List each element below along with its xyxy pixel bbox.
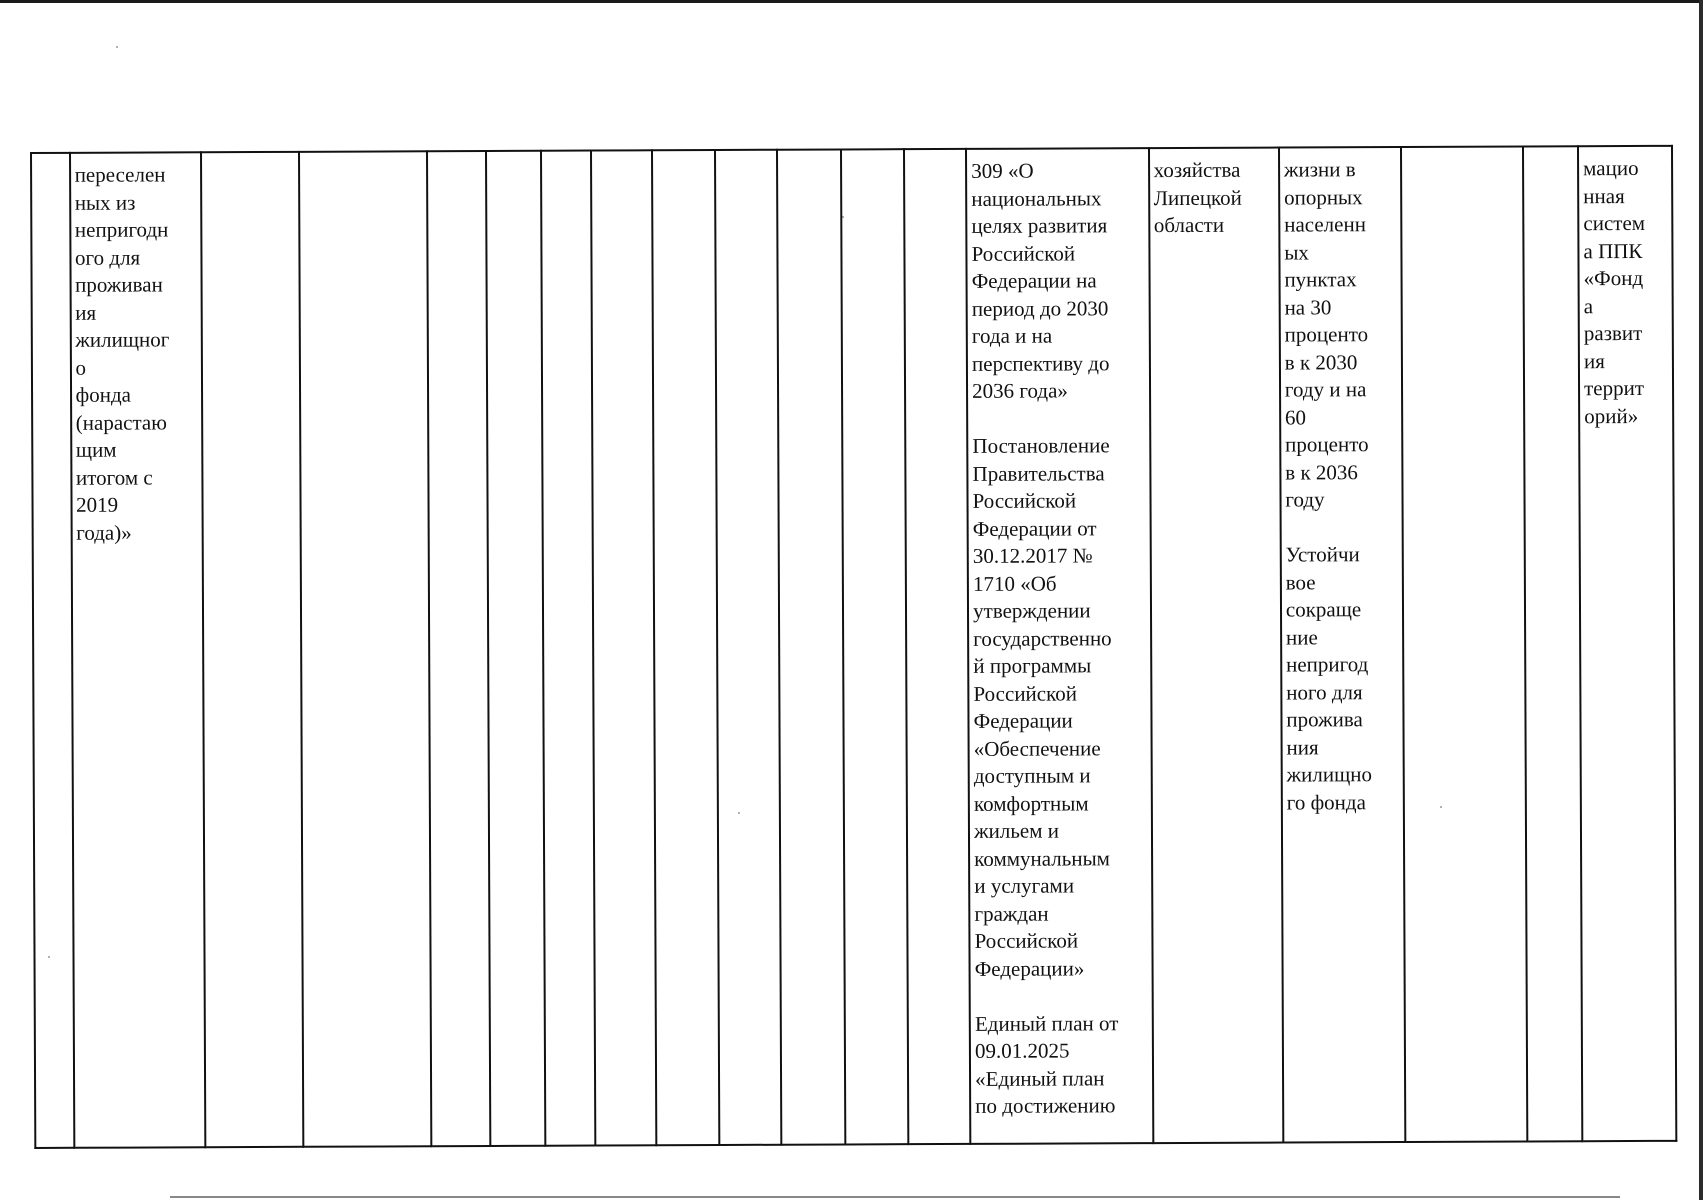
responsible-text: хозяйства Липецкой области — [1153, 157, 1242, 238]
table-cell-empty — [299, 151, 432, 1147]
table-cell-empty — [1401, 146, 1527, 1142]
goal-text: жизни в опорных населенн ых пунктах на 30 проценто в к 2030 году и на 60 проценто в к 2036 году Устойчи вое сокраще ние непригод ного для прожива ния жилищно го фонда — [1283, 157, 1372, 815]
table-cell-empty — [591, 150, 657, 1145]
table-row — [31, 146, 1676, 1148]
scan-speck — [116, 46, 118, 48]
scan-edge-right — [1699, 0, 1703, 1200]
table-cell-empty — [777, 149, 845, 1144]
document-table — [30, 145, 1677, 1149]
table-cell-number — [31, 153, 74, 1148]
table-cell-empty — [841, 149, 908, 1144]
table-cell-empty — [904, 149, 971, 1144]
indicator-text: переселен ных из непригодн ого для проживан ия жилищног о фонда (нарастаю щим итогом с 2019 года)» — [74, 162, 170, 545]
table-cell-info-system — [1578, 146, 1676, 1141]
info-system-text: мацио нная систем а ППК «Фонд а развит ия террит орий» — [1583, 155, 1646, 428]
table-cell-empty — [486, 151, 546, 1146]
scan-line-bottom — [170, 1196, 1620, 1198]
table-cell-responsible — [1149, 148, 1284, 1144]
table-cell-empty — [715, 150, 782, 1145]
table-cell-empty — [201, 152, 303, 1147]
table-cell-empty — [427, 151, 490, 1146]
table-cell-documents — [966, 148, 1153, 1144]
scan-edge-top — [0, 0, 1703, 3]
table-cell-goal — [1279, 147, 1405, 1143]
table-cell-empty — [541, 151, 595, 1146]
table-cell-empty — [652, 150, 719, 1145]
table-cell-empty — [1523, 146, 1583, 1141]
table-cell-indicator — [70, 152, 206, 1148]
documents-text: 309 «О национальных целях развития Российской Федерации на период до 2030 года и на перспективу до 2036 года» Постановление Правительства Российской Федерации от 30.12.2017 № 1710 «Об утверждении государственно й программы Российской Федерации «Обеспечение доступным и комфортным жильем и коммунальным и услугами граждан Российской Федерации» Единый план от 09.01.2025 «Единый план по достижению — [971, 158, 1119, 1118]
